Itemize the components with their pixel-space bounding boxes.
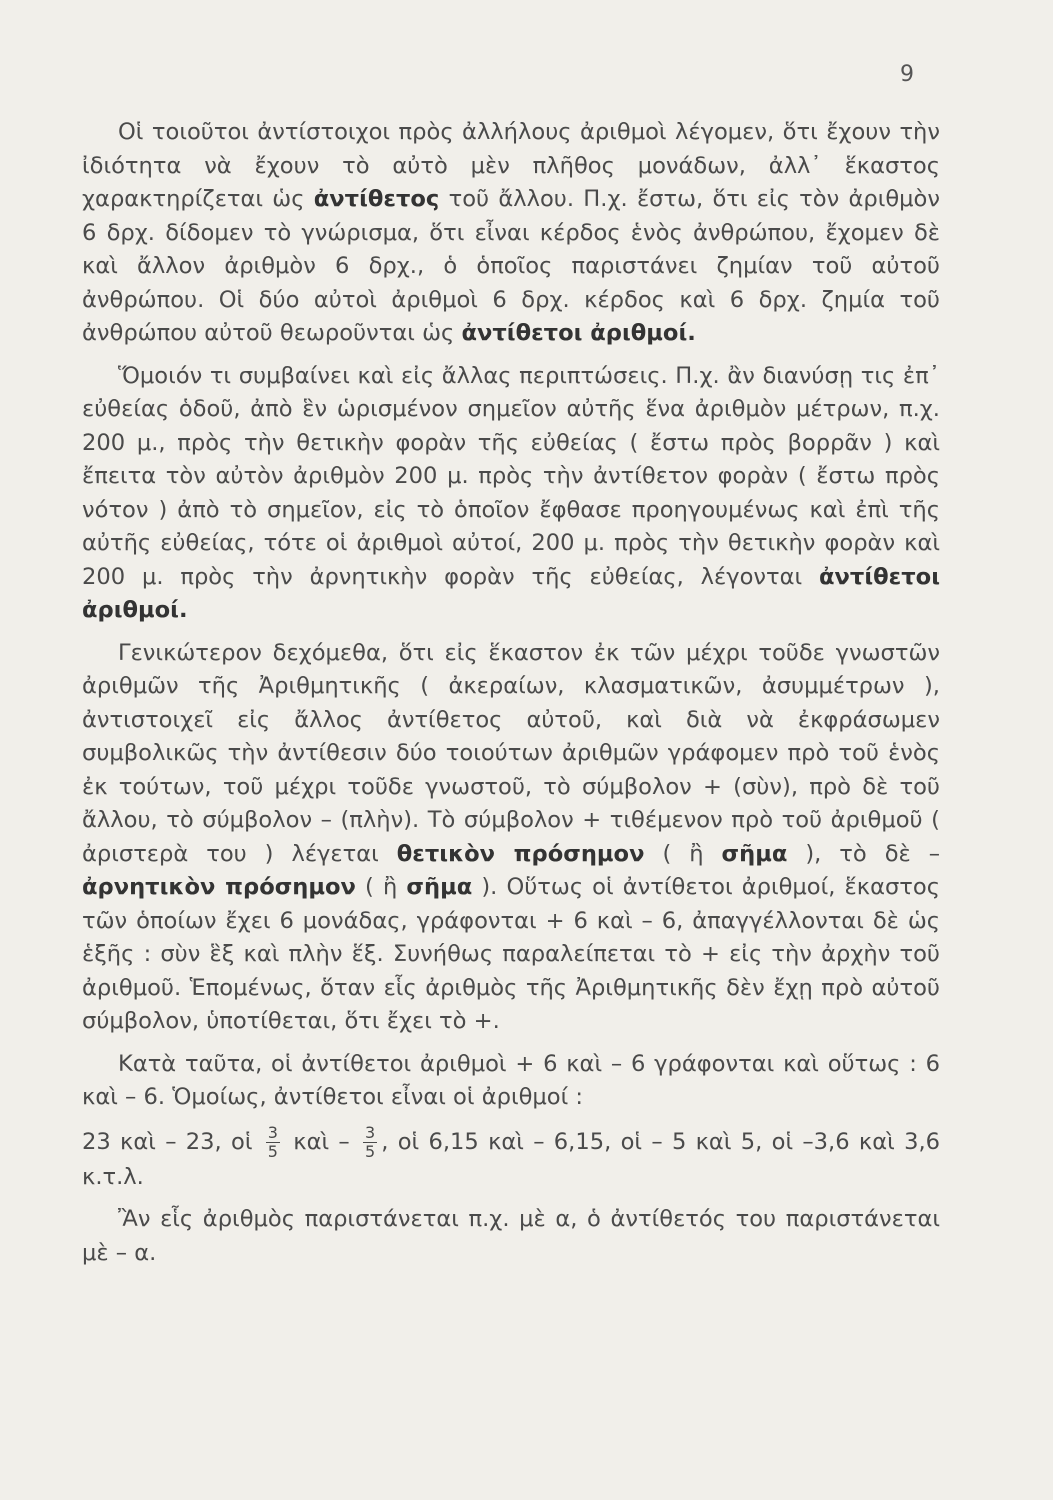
- text-run: ), τὸ δὲ –: [787, 840, 941, 867]
- bold-term: θετικὸν πρόσημον: [396, 840, 645, 867]
- text-run: τοῦ ἄλλου. Π.χ. ἔστω, ὅτι εἰς τὸν ἀριθμὸν 6 δρχ. δίδομεν τὸ γνώρισμα, ὅτι εἶναι κέρδος ἑνὸς ἀνθρώπου, ἔχομεν δὲ καὶ ἄλλον ἀριθμὸν 6 δρχ., ὁ ὁποῖος παριστάνει ζημίαν τοῦ αὐτοῦ ἀνθρώπου. Οἱ δύο αὐτοὶ ἀριθμοὶ 6 δρχ. κέρδος καὶ 6 δρχ. ζημία τοῦ ἀνθρώπου αὐτοῦ θεωροῦνται ὡς: [82, 186, 940, 346]
- text-run: Ὅμοιόν τι συμβαίνει καὶ εἰς ἄλλας περιπτώσεις. Π.χ. ἂν διανύσῃ τις ἐπ᾽ εὐθείας ὁδοῦ, ἀπὸ ἓν ὡρισμένον σημεῖον αὐτῆς ἕνα ἀριθμὸν μέτρων, π.χ. 200 μ., πρὸς τὴν θετικὴν φορὰν τῆς εὐθείας ( ἔστω πρὸς βορρᾶν ) καὶ ἔπειτα τὸν αὐτὸν ἀριθμὸν 200 μ. πρὸς τὴν ἀντίθετον φορὰν ( ἔστω πρὸς νότον ) ἀπὸ τὸ σημεῖον, εἰς τὸ ὁποῖον ἔφθασε προηγουμένως καὶ ἐπὶ τῆς αὐτῆς εὐθείας, τότε οἱ ἀριθμοὶ αὐτοί, 200 μ. πρὸς τὴν θετικὴν φορὰν καὶ 200 μ. πρὸς τὴν ἀρνητικὴν φορὰν τῆς εὐθείας, λέγονται: [82, 362, 940, 590]
- bold-term: ἀντίθετοι ἀριθμοί.: [82, 563, 940, 623]
- paragraph-2: [82, 360, 940, 628]
- paragraph-3: [82, 637, 940, 1039]
- bold-term: ἀρνητικὸν πρόσημον: [82, 874, 356, 900]
- bold-term: ἀντίθετοι ἀριθμοί.: [461, 320, 696, 346]
- fraction: [266, 1124, 280, 1161]
- text-run: Κατὰ ταῦτα, οἱ ἀντίθετοι ἀριθμοὶ + 6 καὶ – 6 γράφονται καὶ οὕτως : 6 καὶ – 6. Ὁμοίως, ἀντίθετοι εἶναι οἱ ἀριθμοί :: [82, 1050, 940, 1110]
- fraction-denominator: 5: [267, 1141, 278, 1161]
- body-text: [82, 116, 940, 1279]
- paragraph-1: [82, 116, 940, 351]
- fraction-numerator: 3: [365, 1122, 376, 1142]
- text-run: , οἱ 6,15 καὶ – 6,15, οἱ – 5 καὶ 5, οἱ –3,6 καὶ 3,6 κ.τ.λ.: [82, 1128, 940, 1190]
- text-run: καὶ –: [283, 1128, 360, 1155]
- paragraph-4: [82, 1048, 940, 1115]
- bold-term: σῆμα: [721, 840, 788, 867]
- text-run: Γενικώτερον δεχόμεθα, ὅτι εἰς ἕκαστον ἐκ τῶν μέχρι τοῦδε γνωστῶν ἀριθμῶν τῆς Ἀριθμητικῆς ( ἀκεραίων, κλασματικῶν, ἀσυμμέτρων ), ἀντιστοιχεῖ εἰς ἄλλος ἀντίθετος αὐτοῦ, καὶ διὰ νὰ ἐκφράσωμεν συμβολικῶς τὴν ἀντίθεσιν δύο τοιούτων ἀριθμῶν γράφομεν πρὸ τοῦ ἑνὸς ἐκ τούτων, τοῦ μέχρι τοῦδε γνωστοῦ, τὸ σύμβολον + (σὺν), πρὸ δὲ τοῦ ἄλλου, τὸ σύμβολον – (πλὴν). Τὸ σύμβολον + τιθέμενον πρὸ τοῦ ἀριθμοῦ ( ἀριστερὰ του ) λέγεται: [82, 639, 940, 867]
- fraction-numerator: 3: [267, 1122, 278, 1142]
- paragraph-5: [82, 1124, 940, 1195]
- bold-term: ἀντίθετος: [313, 186, 440, 212]
- text-run: ( ἢ: [355, 874, 407, 900]
- page-number: 9: [900, 62, 914, 87]
- text-run: Οἱ τοιοῦτοι ἀντίστοιχοι πρὸς ἀλλήλους ἀριθμοὶ λέγομεν, ὅτι ἔχουν τὴν ἰδιότητα νὰ ἔχουν τὸ αὐτὸ μὲν πλῆθος μονάδων, ἀλλ᾽ ἕκαστος χαρακτηρίζεται ὡς: [82, 119, 940, 212]
- fraction-denominator: 5: [365, 1141, 376, 1161]
- text-run: ). Οὕτως οἱ ἀντίθετοι ἀριθμοί, ἕκαστος τῶν ὁποίων ἔχει 6 μονάδας, γράφονται + 6 καὶ – 6, ἀπαγγέλλονται δὲ ὡς ἑξῆς : σὺν ἓξ καὶ πλὴν ἕξ. Συνήθως παραλείπεται τὸ + εἰς τὴν ἀρχὴν τοῦ ἀριθμοῦ. Ἑπομένως, ὅταν εἷς ἀριθμὸς τῆς Ἀριθμητικῆς δὲν ἔχῃ πρὸ αὐτοῦ σύμβολον, ὑποτίθεται, ὅτι ἔχει τὸ +.: [82, 874, 940, 1034]
- text-run: 23 καὶ – 23, οἱ: [82, 1128, 262, 1155]
- fraction: [363, 1124, 377, 1161]
- text-run: ( ἢ: [644, 840, 722, 867]
- bold-term: σῆμα: [406, 874, 473, 900]
- paragraph-6: [82, 1203, 940, 1270]
- text-run: Ἂν εἷς ἀριθμὸς παριστάνεται π.χ. μὲ α, ὁ ἀντίθετός του παριστάνεται μὲ – α.: [82, 1206, 940, 1266]
